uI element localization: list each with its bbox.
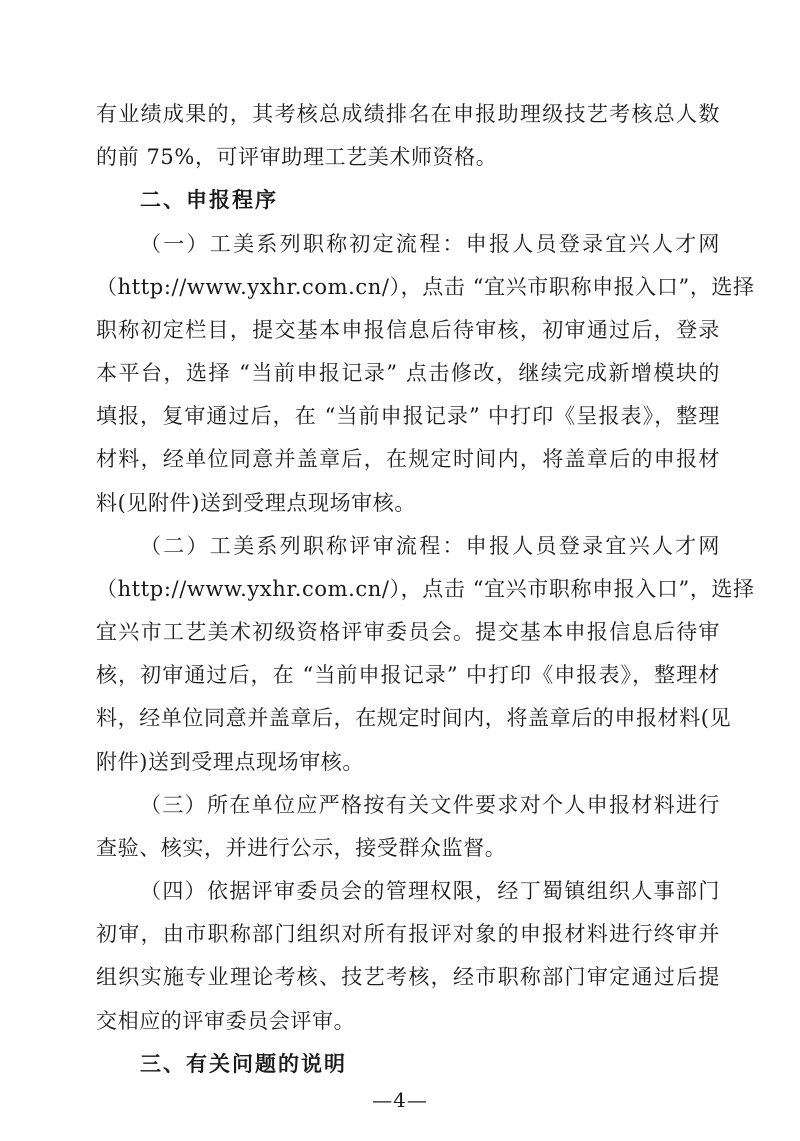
body-line-1: 有业绩成果的，其考核总成绩排名在申报助理级技艺考核总人数	[96, 102, 720, 126]
procedure-2-line-6: 附件)送到受理点现场审核。	[96, 750, 364, 774]
section-heading-explanations: 三、有关问题的说明	[140, 1052, 347, 1076]
procedure-1-line-1: （一）工美系列职称初定流程：申报人员登录宜兴人才网	[140, 232, 720, 256]
procedure-1-line-5: 填报，复审通过后，在 “当前申报记录” 中打印《呈报表》，整理	[96, 404, 720, 428]
page-number: —4—	[372, 1088, 428, 1112]
procedure-2-line-2: （http://www.yxhr.com.cn/），点击 “宜兴市职称申报入口”，选择	[96, 577, 755, 601]
section-heading-application-procedure: 二、申报程序	[140, 188, 278, 212]
procedure-1-line-2: （http://www.yxhr.com.cn/），点击 “宜兴市职称申报入口”，选择	[96, 275, 755, 299]
procedure-4-line-4: 交相应的评审委员会评审。	[96, 1009, 356, 1033]
procedure-4-line-3: 组织实施专业理论考核、技艺考核，经市职称部门审定通过后提	[96, 965, 720, 989]
procedure-1-line-6: 材料，经单位同意并盖章后，在规定时间内，将盖章后的申报材	[96, 447, 720, 471]
procedure-1-line-3: 职称初定栏目，提交基本申报信息后待审核，初审通过后，登录	[96, 318, 720, 342]
procedure-2-line-5: 料，经单位同意并盖章后，在规定时间内，将盖章后的申报材料(见	[96, 706, 732, 730]
procedure-4-line-2: 初审，由市职称部门组织对所有报评对象的申报材料进行终审并	[96, 922, 720, 946]
procedure-4-line-1: （四）依据评审委员会的管理权限，经丁蜀镇组织人事部门	[140, 879, 720, 903]
body-line-2: 的前 75%，可评审助理工艺美术师资格。	[96, 145, 498, 169]
procedure-3-line-1: （三）所在单位应严格按有关文件要求对个人申报材料进行	[140, 793, 720, 817]
procedure-2-line-1: （二）工美系列职称评审流程：申报人员登录宜兴人才网	[140, 534, 720, 558]
procedure-1-line-4: 本平台，选择 “当前申报记录” 点击修改，继续完成新增模块的	[96, 361, 720, 385]
procedure-2-line-3: 宜兴市工艺美术初级资格评审委员会。提交基本申报信息后待审	[96, 620, 720, 644]
procedure-1-line-7: 料(见附件)送到受理点现场审核。	[96, 491, 416, 515]
procedure-3-line-2: 查验、核实，并进行公示，接受群众监督。	[96, 836, 507, 860]
procedure-2-line-4: 核，初审通过后，在 “当前申报记录” 中打印《申报表》，整理材	[96, 663, 720, 687]
